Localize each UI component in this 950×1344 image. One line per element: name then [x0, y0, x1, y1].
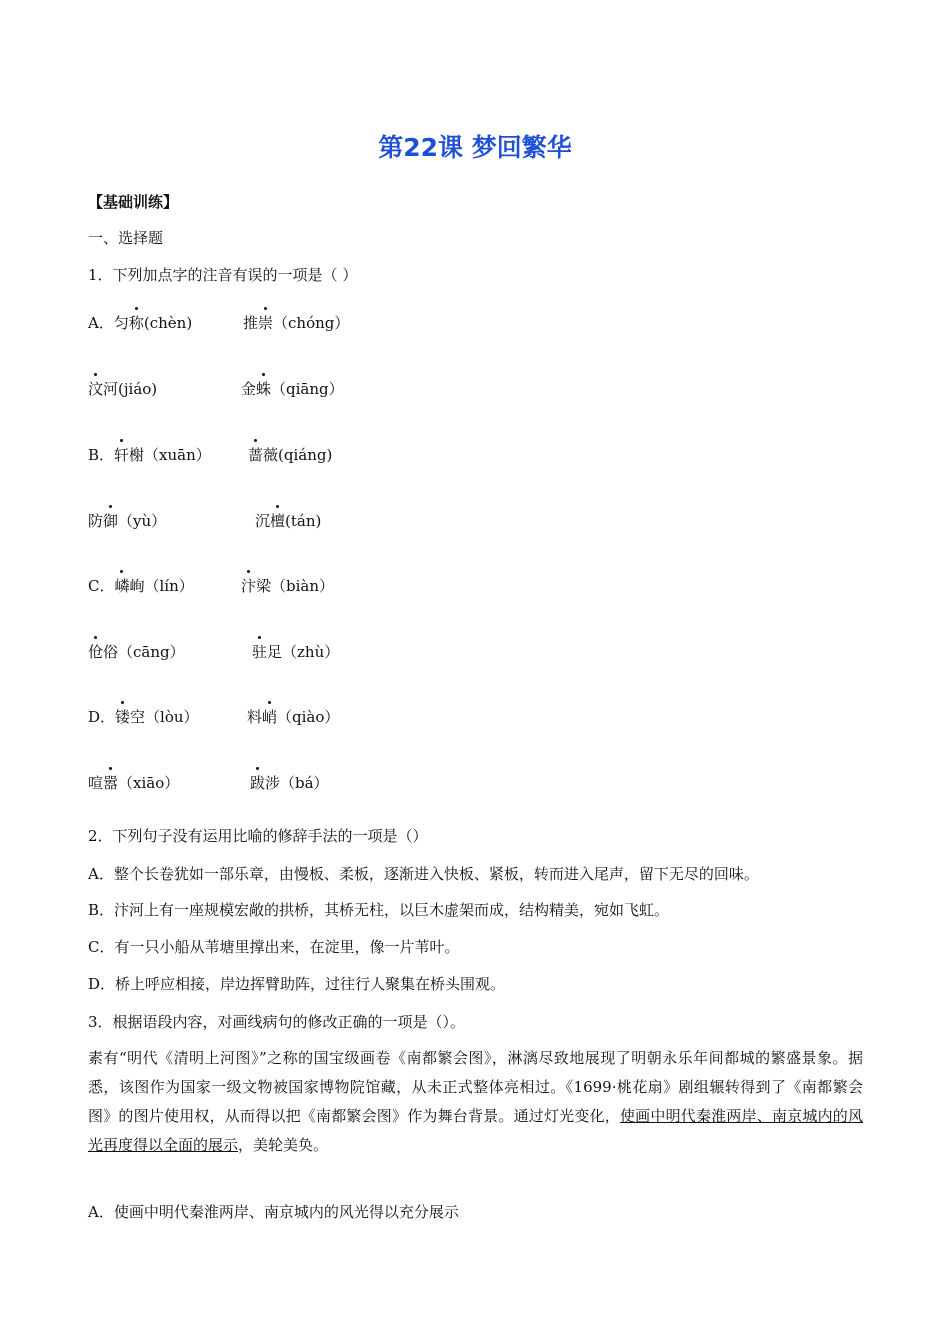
part-heading: 一、选择题: [88, 229, 164, 247]
dotted-character: 伧: [88, 643, 104, 661]
dotted-character: 镂: [115, 708, 131, 726]
option-word-b: 驻足（zhù）: [252, 643, 340, 661]
question-1-option-row: [88, 445, 333, 465]
dotted-character: 崇: [258, 314, 274, 332]
option-word-b: 金蛛（qiāng）: [241, 380, 344, 398]
question-1-stem: 1．下列加点字的注音有误的一项是（ ）: [88, 266, 358, 284]
option-word-b: 汴梁（biàn）: [241, 577, 335, 595]
section-heading: 【基础训练】: [88, 193, 179, 211]
question-2-option-a: A．整个长卷犹如一部乐章，由慢板、柔板，逐渐进入快板、紧板，转而进入尾声，留下无尽的回味。: [88, 865, 759, 883]
passage-tail: ，美轮美奂。: [238, 1136, 329, 1154]
option-word-a: 防御（yù）: [88, 512, 167, 530]
question-1-option-row: [88, 773, 329, 793]
dotted-character: 跋: [250, 774, 266, 792]
option-word-b: 沉檀(tán): [255, 512, 322, 530]
option-word-b: 跋涉（bá）: [250, 774, 329, 792]
question-3-stem: 3．根据语段内容，对画线病句的修改正确的一项是（）。: [88, 1013, 466, 1031]
dotted-character: 嶙: [114, 577, 130, 595]
question-3-passage: [88, 1044, 863, 1160]
dotted-character: 蛛: [256, 380, 272, 398]
option-word-a: 汶河(jiáo): [88, 380, 158, 398]
dotted-character: 御: [103, 512, 119, 530]
dotted-character: 峭: [262, 708, 278, 726]
option-word-a: D．镂空（lòu）: [88, 708, 199, 726]
option-word-a: 伧俗（cāng）: [88, 643, 185, 661]
lesson-title: 第22课 梦回繁华: [378, 133, 572, 162]
passage-text: 素有“明代《清明上河图》”之称的国宝级画卷《南都繁会图》，淋漓尽致地展现了明朝永乐年间都城的繁盛景象。据悉，该图作为国家一级文物被国家博物院馆藏，从未正式整体亮相过。《1699·桃花扇》剧组辗转得到了《南都繁会图》的图片使用权，从而得以把《南都繁会图》作为舞台背景。通过灯光变化，: [88, 1049, 863, 1125]
question-1-option-row: [88, 313, 350, 333]
dotted-character: 檀: [270, 512, 286, 530]
option-word-a: A．匀称(chèn): [88, 314, 193, 332]
dotted-character: 嚣: [103, 774, 119, 792]
dotted-character: 汶: [88, 380, 104, 398]
option-word-b: 蔷薇(qiáng): [248, 446, 333, 464]
option-word-a: C．嶙峋（lín）: [88, 577, 194, 595]
option-word-b: 推崇（chóng）: [243, 314, 350, 332]
question-1-option-row: [88, 707, 340, 727]
question-3-option-a: A．使画中明代秦淮两岸、南京城内的风光得以充分展示: [88, 1203, 459, 1221]
question-1-option-row: [88, 642, 340, 662]
dotted-character: 蔷: [248, 446, 264, 464]
underlined-sentence: 使画中明代秦淮两岸、南京城内的风光再度得以全面的展示: [88, 1107, 863, 1154]
question-1-option-row: [88, 379, 344, 399]
option-word-a: 喧嚣（xiāo）: [88, 774, 180, 792]
question-1-option-row: [88, 576, 335, 596]
question-2-option-c: C．有一只小船从苇塘里撑出来，在淀里，像一片苇叶。: [88, 938, 460, 956]
dotted-character: 驻: [252, 643, 268, 661]
option-word-a: B．轩榭（xuān）: [88, 446, 211, 464]
question-2-option-d: D．桥上呼应相接，岸边挥臂助阵，过往行人聚集在桥头围观。: [88, 975, 506, 993]
question-2-option-b: B．汴河上有一座规模宏敞的拱桥，其桥无柱，以巨木虚架而成，结构精美，宛如飞虹。: [88, 901, 670, 919]
dotted-character: 轩: [114, 446, 130, 464]
option-word-b: 料峭（qiào）: [247, 708, 340, 726]
dotted-character: 汴: [241, 577, 257, 595]
dotted-character: 称: [128, 314, 144, 332]
question-2-stem: 2．下列句子没有运用比喻的修辞手法的一项是（）: [88, 827, 428, 845]
question-1-option-row: [88, 511, 322, 531]
